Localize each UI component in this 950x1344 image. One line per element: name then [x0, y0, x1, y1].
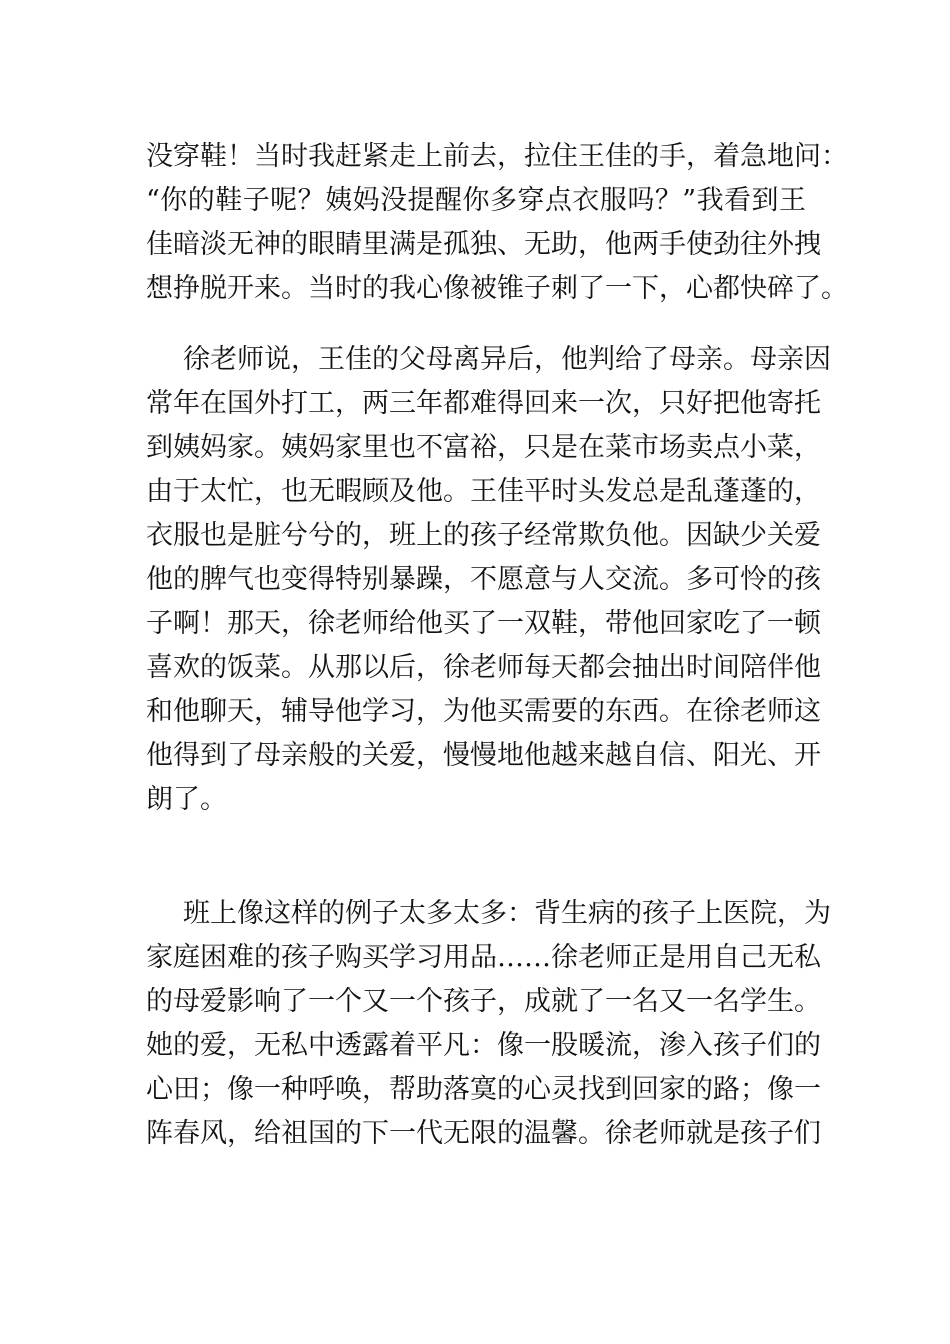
- text-line: 到姨妈家。姨妈家里也不富裕，只是在菜市场卖点小菜，: [146, 432, 821, 463]
- text-line: 佳暗淡无神的眼睛里满是孤独、无助，他两手使劲往外拽: [146, 229, 821, 260]
- text-line: 徐老师说，王佳的父母离异后，他判给了母亲。母亲因: [183, 344, 831, 375]
- text-line: 想挣脱开来。当时的我心像被锥子刺了一下，心都快碎了。: [146, 273, 848, 304]
- text-line: 喜欢的饭菜。从那以后，徐老师每天都会抽出时间陪伴他: [146, 652, 821, 683]
- text-line: 他的脾气也变得特别暴躁，不愿意与人交流。多可怜的孩: [146, 564, 821, 595]
- text-line: 班上像这样的例子太多太多：背生病的孩子上医院，为: [183, 898, 831, 929]
- text-line: 朗了。: [146, 784, 227, 815]
- text-line: 和他聊天，辅导他学习，为他买需要的东西。在徐老师这: [146, 696, 821, 727]
- text-line: “你的鞋子呢？姨妈没提醒你多穿点衣服吗？”我看到王: [146, 185, 806, 216]
- text-line: 衣服也是脏兮兮的，班上的孩子经常欺负他。因缺少关爱: [146, 520, 821, 551]
- text-line: 他得到了母亲般的关爱，慢慢地他越来越自信、阳光、开: [146, 740, 821, 771]
- text-line: 由于太忙，也无暇顾及他。王佳平时头发总是乱蓬蓬的，: [146, 476, 821, 507]
- text-line: 没穿鞋！当时我赶紧走上前去，拉住王佳的手，着急地问：: [146, 141, 848, 172]
- text-line: 的母爱影响了一个又一个孩子，成就了一名又一名学生。: [146, 986, 821, 1017]
- text-line: 阵春风，给祖国的下一代无限的温馨。徐老师就是孩子们: [146, 1118, 821, 1149]
- text-line: 她的爱，无私中透露着平凡：像一股暖流，渗入孩子们的: [146, 1030, 821, 1061]
- text-line: 心田；像一种呼唤，帮助落寞的心灵找到回家的路；像一: [146, 1074, 821, 1105]
- text-line: 常年在国外打工，两三年都难得回来一次，只好把他寄托: [146, 388, 821, 419]
- text-line: 子啊！那天，徐老师给他买了一双鞋，带他回家吃了一顿: [146, 608, 821, 639]
- text-line: 家庭困难的孩子购买学习用品……徐老师正是用自己无私: [146, 942, 821, 973]
